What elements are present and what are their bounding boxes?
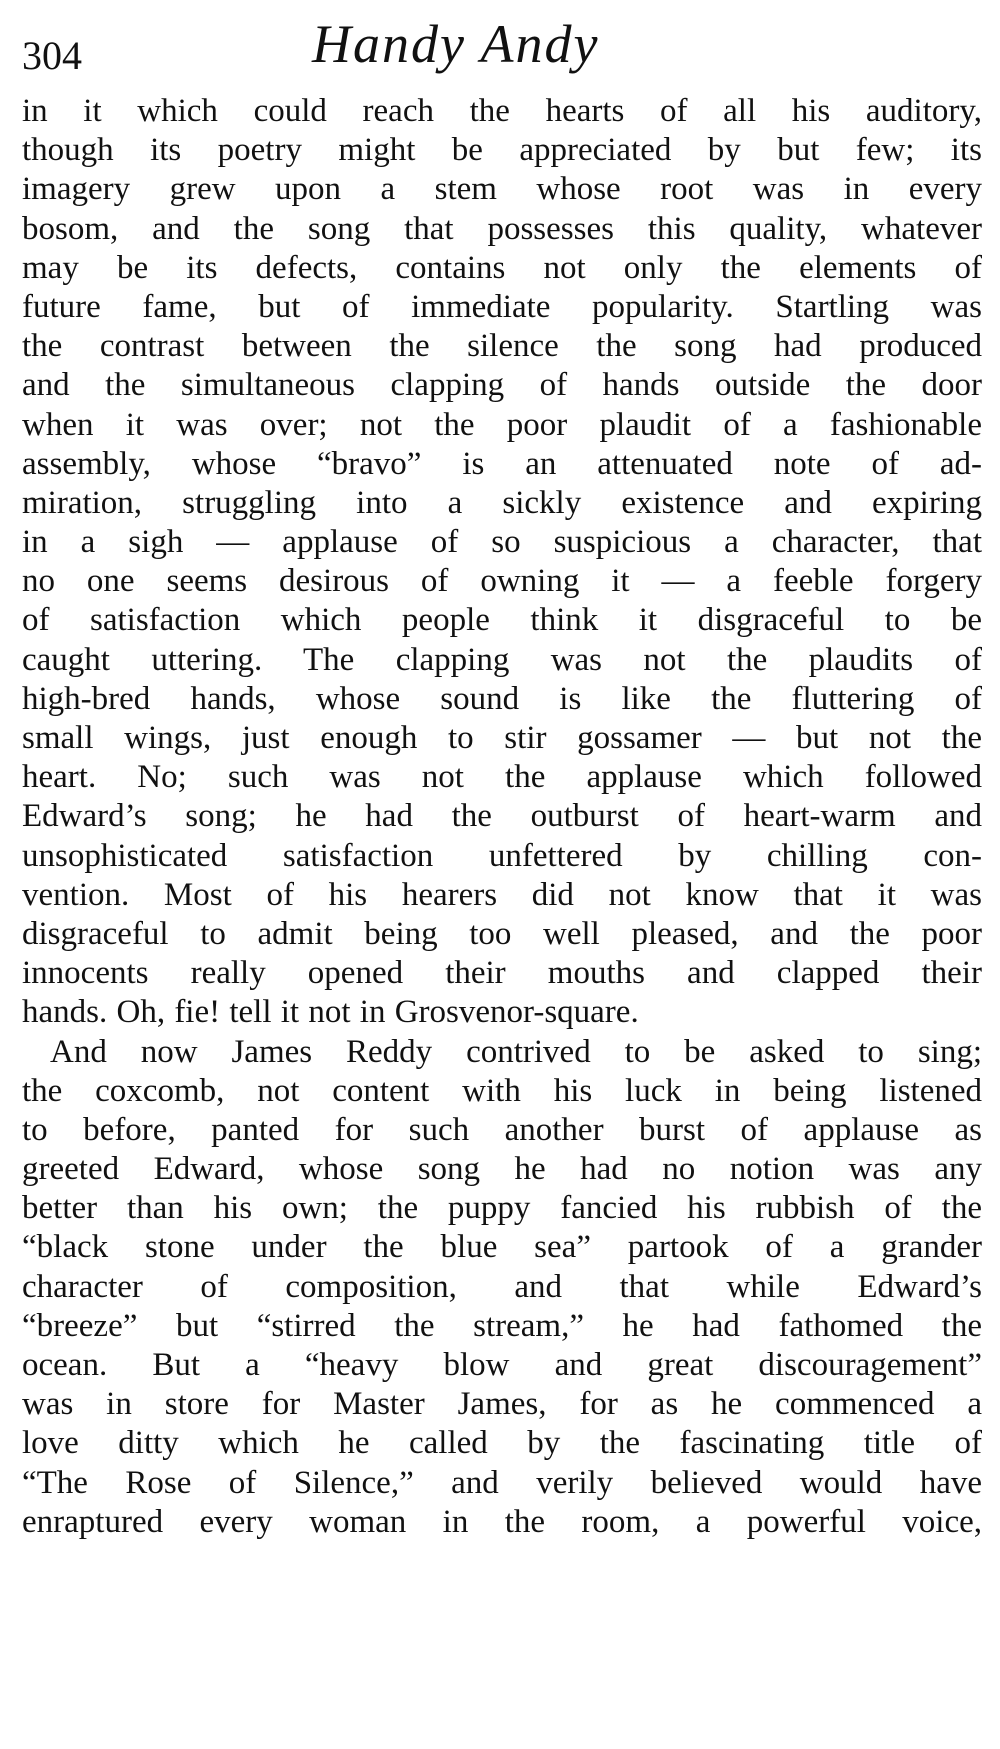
text-line: no one seems desirous of owning it — a feeble forgery [22, 563, 982, 600]
text-line: greeted Edward, whose song he had no notion was any [22, 1151, 982, 1188]
text-line: and the simultaneous clapping of hands outside the door [22, 367, 982, 404]
text-line: unsophisticated satisfaction unfettered by chilling con- [22, 837, 982, 874]
text-line: in it which could reach the hearts of all his auditory, [22, 93, 982, 129]
text-line: Edward’s song; he had the outburst of heart-warm and [22, 798, 982, 835]
text-line: “black stone under the blue sea” partook of a grander [22, 1229, 982, 1266]
text-line: small wings, just enough to stir gossamer — but not the [22, 720, 982, 756]
text-line: though its poetry might be appreciated by but few; its [22, 132, 982, 169]
text-line: caught uttering. The clapping was not the plaudits of [22, 641, 982, 678]
text-line: character of composition, and that while Edward’s [22, 1268, 982, 1305]
text-line: to before, panted for such another burst of applause as [22, 1111, 982, 1148]
text-line: miration, struggling into a sickly existence and expiring [22, 484, 982, 521]
text-line: disgraceful to admit being too well pleased, and the poor [22, 915, 982, 952]
text-line: the coxcomb, not content with his luck in being listened [22, 1072, 982, 1109]
text-line: future fame, but of immediate popularity. Startling was [22, 288, 982, 325]
running-title: Handy Andy [312, 14, 600, 74]
text-line: hands. Oh, fie! tell it not in Grosvenor-square. [22, 994, 639, 1031]
text-line: ocean. But a “heavy blow and great discouragement” [22, 1347, 982, 1383]
text-line: “The Rose of Silence,” and verily believed would have [22, 1464, 982, 1501]
text-line: high-bred hands, whose sound is like the fluttering of [22, 680, 982, 717]
page-number: 304 [22, 33, 82, 78]
text-line: love ditty which he called by the fascinating title of [22, 1425, 982, 1462]
text-line: vention. Most of his hearers did not know that it was [22, 876, 982, 913]
text-line: heart. No; such was not the applause which followed [22, 759, 982, 796]
text-line: innocents really opened their mouths and clapped their [22, 955, 982, 992]
text-line: better than his own; the puppy fancied his rubbish of the [22, 1190, 982, 1227]
text-line: bosom, and the song that possesses this quality, whatever [22, 210, 982, 247]
text-line: And now James Reddy contrived to be asked to sing; [50, 1033, 982, 1070]
text-line: when it was over; not the poor plaudit of a fashionable [22, 406, 982, 443]
text-line: assembly, whose “bravo” is an attenuated note of ad- [22, 445, 982, 482]
text-line: of satisfaction which people think it disgraceful to be [22, 602, 982, 639]
text-line: imagery grew upon a stem whose root was in every [22, 171, 982, 208]
body-text [22, 92, 982, 1542]
text-line: in a sigh — applause of so suspicious a character, that [22, 524, 982, 561]
text-line: may be its defects, contains not only the elements of [22, 249, 982, 286]
text-line: was in store for Master James, for as he commenced a [22, 1386, 982, 1423]
page-header [22, 12, 980, 92]
text-line: enraptured every woman in the room, a powerful voice, [22, 1503, 982, 1540]
text-line: “breeze” but “stirred the stream,” he had fathomed the [22, 1307, 982, 1344]
text-line: the contrast between the silence the song had produced [22, 328, 982, 365]
